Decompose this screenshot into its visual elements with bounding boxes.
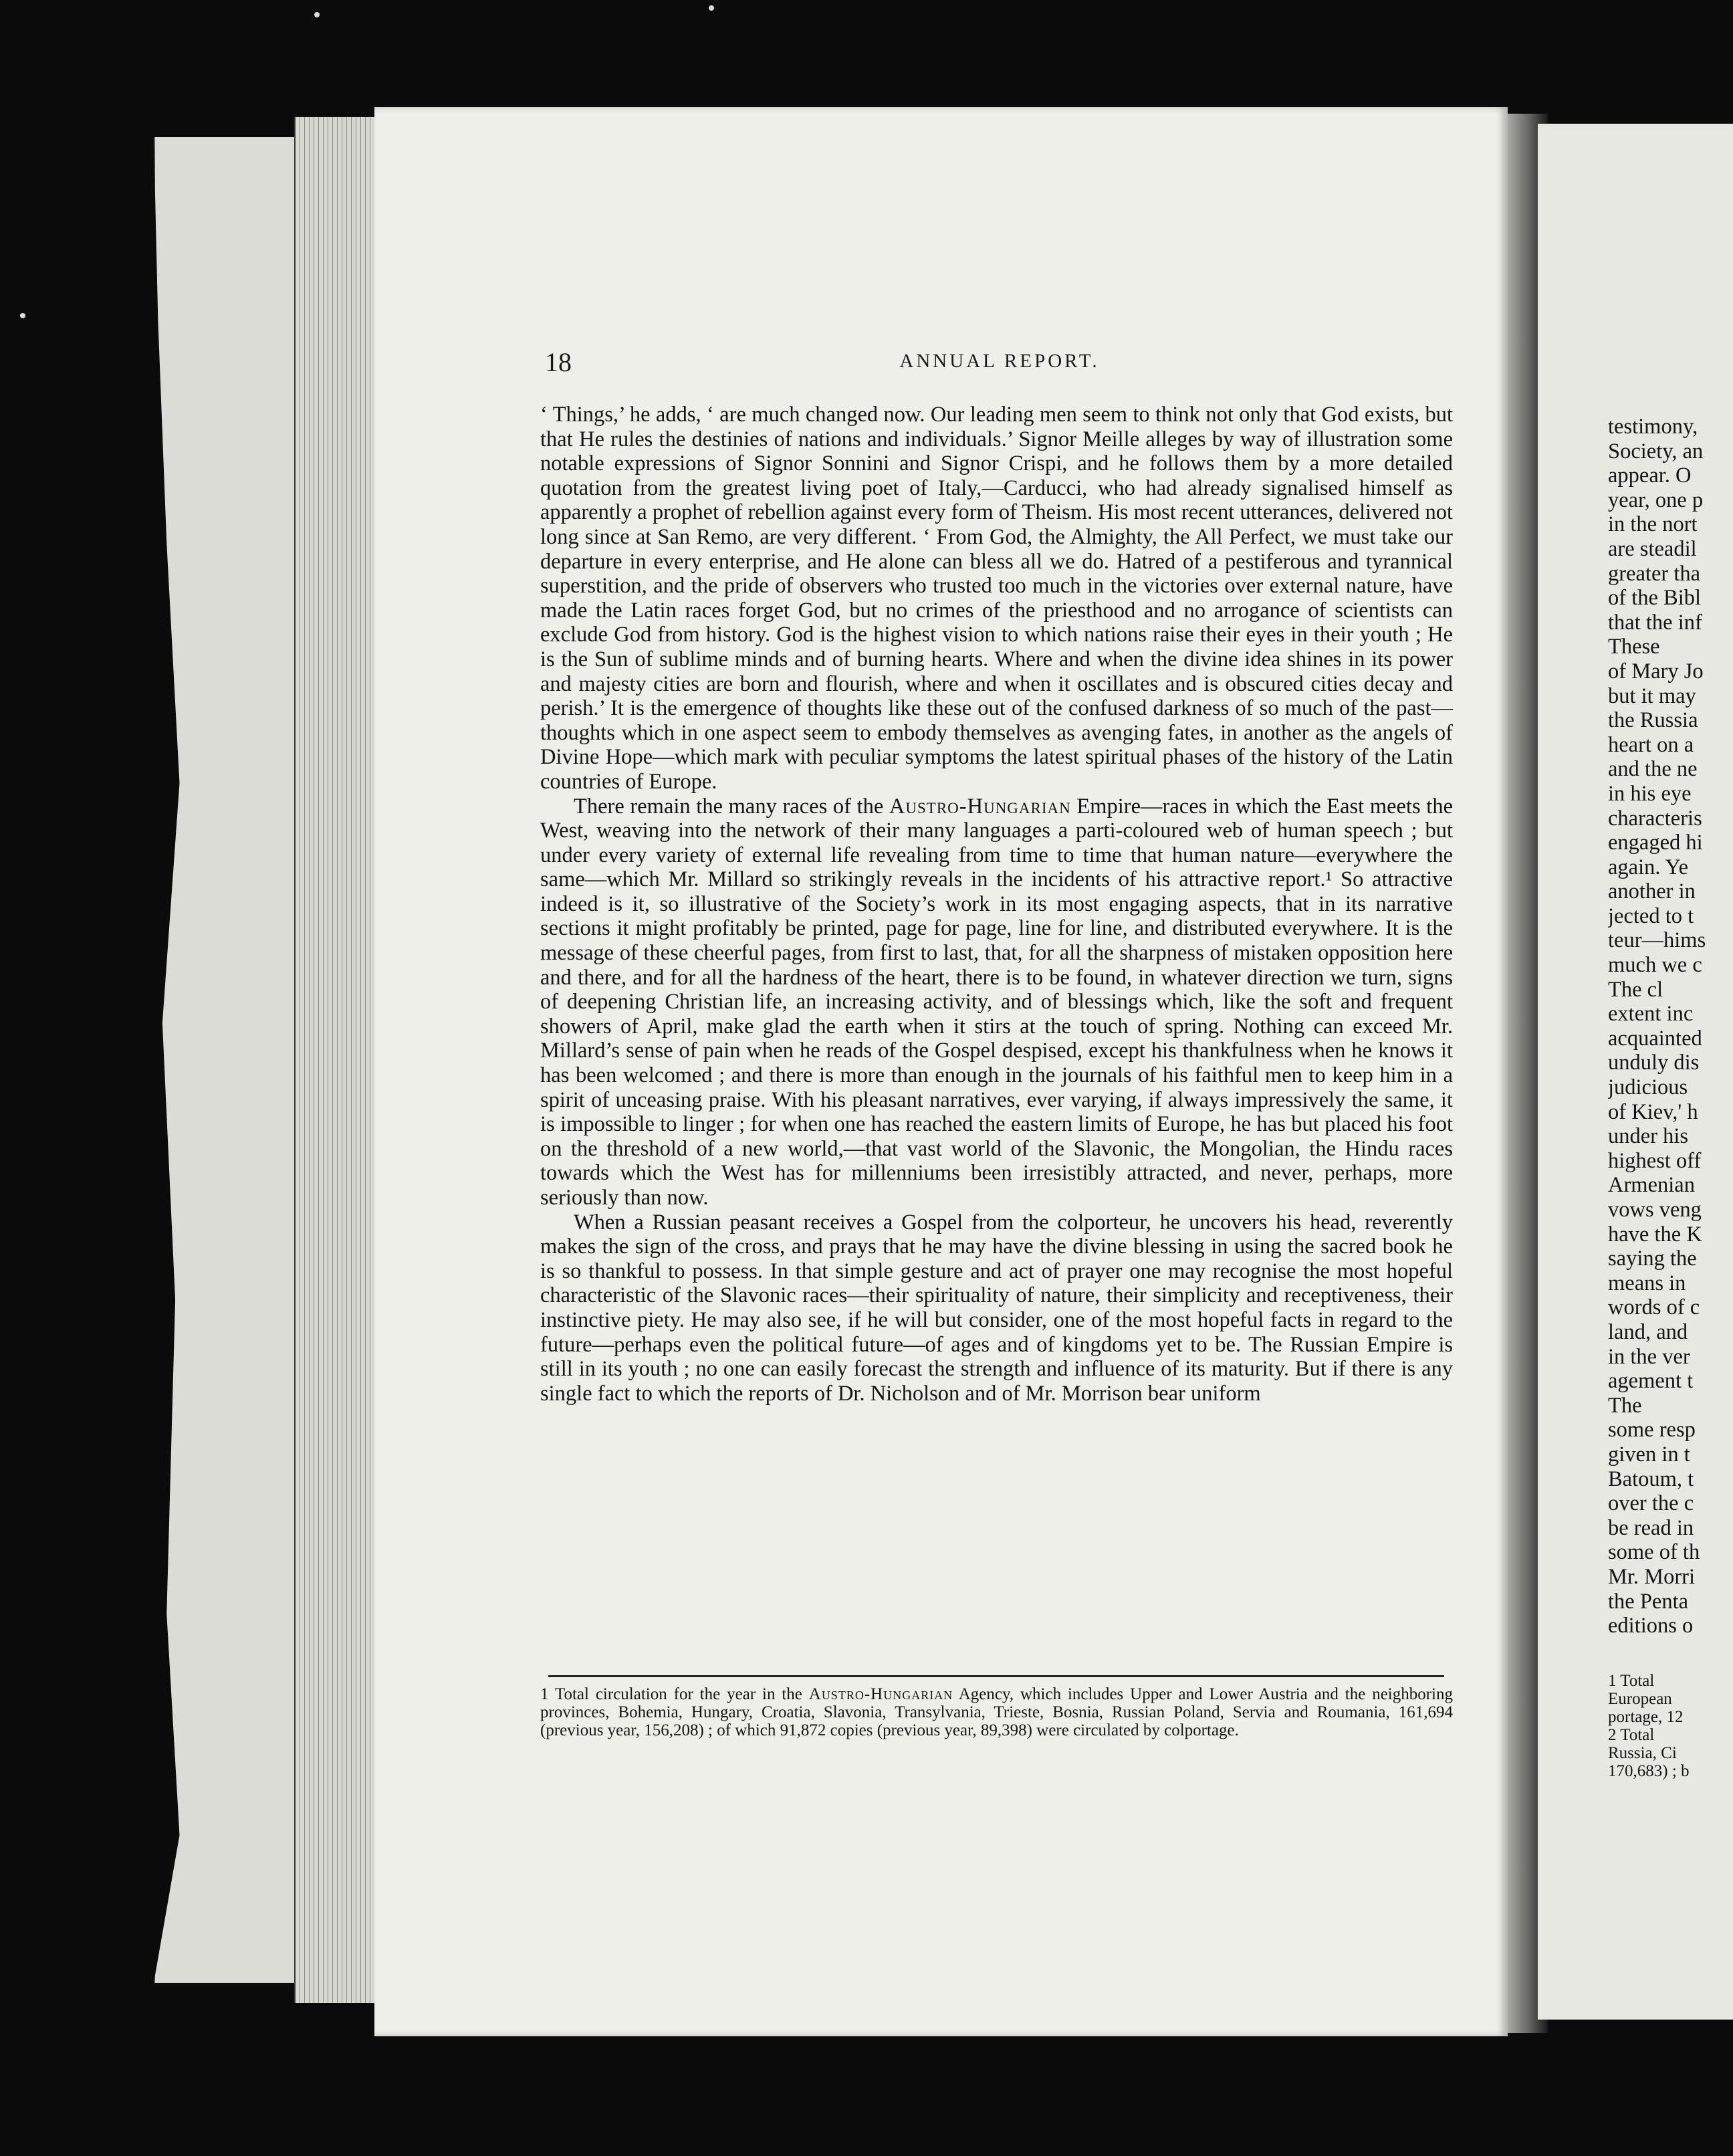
page-number: 18 — [545, 347, 572, 377]
right-footnote-line: portage, 12 — [1608, 1708, 1684, 1726]
right-page-line: editions o — [1608, 1614, 1694, 1638]
right-page-line: Armenian — [1608, 1173, 1695, 1198]
right-page-line: teur—hims — [1608, 928, 1706, 953]
right-page-line: highest off — [1608, 1148, 1702, 1173]
speck — [314, 12, 320, 17]
right-page-line: testimony, — [1608, 415, 1698, 439]
right-page-line: land, and — [1608, 1319, 1688, 1344]
right-footnote-line: Russia, Ci — [1608, 1744, 1677, 1762]
right-footnote-line: 170,683) ; b — [1608, 1762, 1690, 1780]
right-page-line: some resp — [1608, 1418, 1696, 1442]
right-footnote-line: European — [1608, 1690, 1672, 1708]
right-page-line: given in t — [1608, 1442, 1690, 1467]
speck — [20, 313, 25, 318]
right-page-line: of Mary Jo — [1608, 659, 1704, 683]
right-page-line: over the c — [1608, 1491, 1694, 1516]
footnote-start: 1 Total circulation for the year in the — [540, 1685, 809, 1703]
paragraph-2-rest: Empire—races in which the East meets the West, weaving into the network of their many languages a parti-coloured web of human speech ; but under every variety of external life revealing from time to time that human nature—everywhere the same—which Mr. Millard so strikingly reveals in the incidents of his attractive report.¹ So attractive indeed is it, so illustrative of the Society’s work in its most engaging aspects, that in its narrative sections it might profitably be printed, page for page, line for line, and distributed everywhere. It is the message of these cheerful pages, from first to last, that, for all the sharpness of mistaken opposition here and there, and for all the hardness of the heart, there is to be found, in whatever direction we turn, signs of deepening Christian life, an increasing activity, and of blessings which, like the soft and frequent showers of April, make glad the earth when it stirs at the touch of spring. Nothing can exceed Mr. Millard’s sense of pain when he reads of the Gospel despised, except his thankfulness when he knows it has been welcomed ; and there is more than enough in the journals of his faithful men to keep him in a spirit of unceasing praise. With his pleasant narratives, ever varying, if always impressively the same, it is impossible to linger ; for when one has reached the eastern limits of Europe, he has but placed his foot on the threshold of a new world,—that vast world of the Slavonic, the Mongolian, the Hindu races towards which the West has for millenniums been irresistibly attracted, and never, perhaps, more seriously than now. — [540, 794, 1453, 1210]
right-page-line: engaged hi — [1608, 831, 1703, 855]
main-text — [540, 403, 1453, 1406]
right-page-line: jected to t — [1608, 903, 1694, 928]
right-page-line: and the ne — [1608, 757, 1698, 782]
right-page-line: have the K — [1608, 1222, 1702, 1247]
right-footnote-line: 2 Total — [1608, 1726, 1655, 1744]
right-page-line: again. Ye — [1608, 855, 1689, 879]
right-page-line: extent inc — [1608, 1002, 1694, 1027]
paragraph-1: ‘ Things,’ he adds, ‘ are much changed now. Our leading men seem to think not only that God exists, but that He rules the destinies of nations and individuals.’ Signor Meille alleges by way of illustration some notable expressions of Signor Sonnini and Signor Crispi, and he follows them by a more detailed quotation from the greatest living poet of Italy,—Carducci, who had already signalised himself as apparently a prophet of rebellion against every form of Theism. His most recent utterances, delivered not long since at San Remo, are very different. ‘ From God, the Almighty, the All Perfect, we must take our departure in every enterprise, and He alone can bless all we do. Hatred of a pestiferous and tyrannical superstition, and the pride of observers who trusted too much in the victories over external nature, have made the Latin races forget God, but no crimes of the priesthood and no arrogance of scientists can exclude God from history. God is the highest vision to which nations raise their eyes in their youth ; He is the Sun of sublime minds and of burning hearts. Where and when the divine idea shines in its power and majesty cities are born and flourish, where and when it oscillates and is obscured cities decay and perish.’ It is the emergence of thoughts like these out of the confused darkness of so much of the past—thoughts which in one aspect seem to embody themselves as avenging fates, in another as the angels of Divine Hope—which mark with peculiar symptoms the latest spiritual phases of the history of the Latin countries of Europe. — [540, 403, 1453, 794]
right-page-line: of Kiev,' h — [1608, 1099, 1698, 1124]
paragraph-3: When a Russian peasant receives a Gospel from the colporteur, he uncovers his head, reverently makes the sign of the cross, and prays that he may have the divine blessing in using the sacred book he is so thankful to possess. In that simple gesture and act of prayer one may recognise the most hopeful characteristic of the Slavonic races—their spirituality of nature, their simplicity and receptiveness, their instinctive piety. He may also see, if he will but consider, one of the most hopeful facts in regard to the future—perhaps even the political future—of ages and of kingdoms yet to be. The Russian Empire is still in its youth ; no one can easily forecast the strength and influence of its maturity. But if there is any single fact to which the reports of Dr. Nicholson and of Mr. Morrison bear uniform — [540, 1210, 1453, 1406]
right-page-line: year, one p — [1608, 488, 1704, 512]
right-footnote-line: 1 Total — [1608, 1672, 1655, 1690]
right-page-text — [1608, 415, 1733, 1638]
right-page-line: Society, an — [1608, 439, 1704, 463]
footnote — [540, 1685, 1453, 1739]
right-page-line: means in — [1608, 1271, 1686, 1295]
right-page-line: agement t — [1608, 1369, 1694, 1394]
footnote-rule — [548, 1675, 1444, 1677]
speck — [709, 5, 714, 11]
right-page-line: in the nort — [1608, 512, 1698, 537]
right-page-line: in the ver — [1608, 1344, 1690, 1369]
right-page-line: Batoum, t — [1608, 1467, 1694, 1491]
right-page-line: vows veng — [1608, 1198, 1702, 1222]
right-page-line: unduly dis — [1608, 1051, 1700, 1075]
right-page-line: another in — [1608, 879, 1696, 904]
running-title: ANNUAL REPORT. — [899, 350, 1100, 372]
right-page-line: under his — [1608, 1124, 1689, 1149]
right-page-line: greater tha — [1608, 561, 1701, 586]
footnote-rest: Agency, which includes Upper and Lower Austria and the neighboring provinces, Bohemia, Hungary, Croatia, Slavonia, Transylvania, Trieste, Bosnia, Russian Poland, Servia and Roumania, 161,694 (previous year, 156,208) ; of which 91,872 copies (previous year, 89,398) were circulated by colportage. — [540, 1685, 1454, 1739]
right-page-line: the Russia — [1608, 708, 1698, 733]
footnote-agency: Austro-Hungarian — [808, 1685, 953, 1703]
right-page-line: characteris — [1608, 806, 1702, 831]
right-page-line: The — [1608, 1393, 1642, 1418]
right-page-line: words of c — [1608, 1295, 1700, 1320]
right-page-line: appear. O — [1608, 463, 1692, 488]
running-head — [545, 346, 1454, 380]
right-page-line: judicious — [1608, 1075, 1688, 1100]
right-page-line: the Penta — [1608, 1589, 1689, 1614]
right-page-line: that the inf — [1608, 610, 1702, 635]
right-page-footnotes — [1608, 1672, 1733, 1780]
right-page-line: The cl — [1608, 977, 1663, 1002]
right-page-line: Mr. Morri — [1608, 1564, 1695, 1589]
empire-name: Austro-Hungarian — [889, 794, 1071, 819]
right-page-line: heart on a — [1608, 732, 1694, 757]
paragraph-2-start: There remain the many races of the — [574, 794, 889, 819]
right-page-line: are steadil — [1608, 536, 1697, 561]
right-page-line: in his eye — [1608, 781, 1692, 806]
right-page-line: some of th — [1608, 1540, 1700, 1565]
right-page-line: but it may — [1608, 683, 1696, 708]
right-page-line: saying the — [1608, 1247, 1697, 1271]
right-page-line: These — [1608, 635, 1660, 659]
paragraph-2 — [540, 794, 1453, 1210]
right-page-line: acquainted — [1608, 1026, 1702, 1051]
right-page-line: be read in — [1608, 1515, 1694, 1540]
right-page-line: of the Bibl — [1608, 586, 1702, 611]
right-page-line: much we c — [1608, 953, 1702, 978]
